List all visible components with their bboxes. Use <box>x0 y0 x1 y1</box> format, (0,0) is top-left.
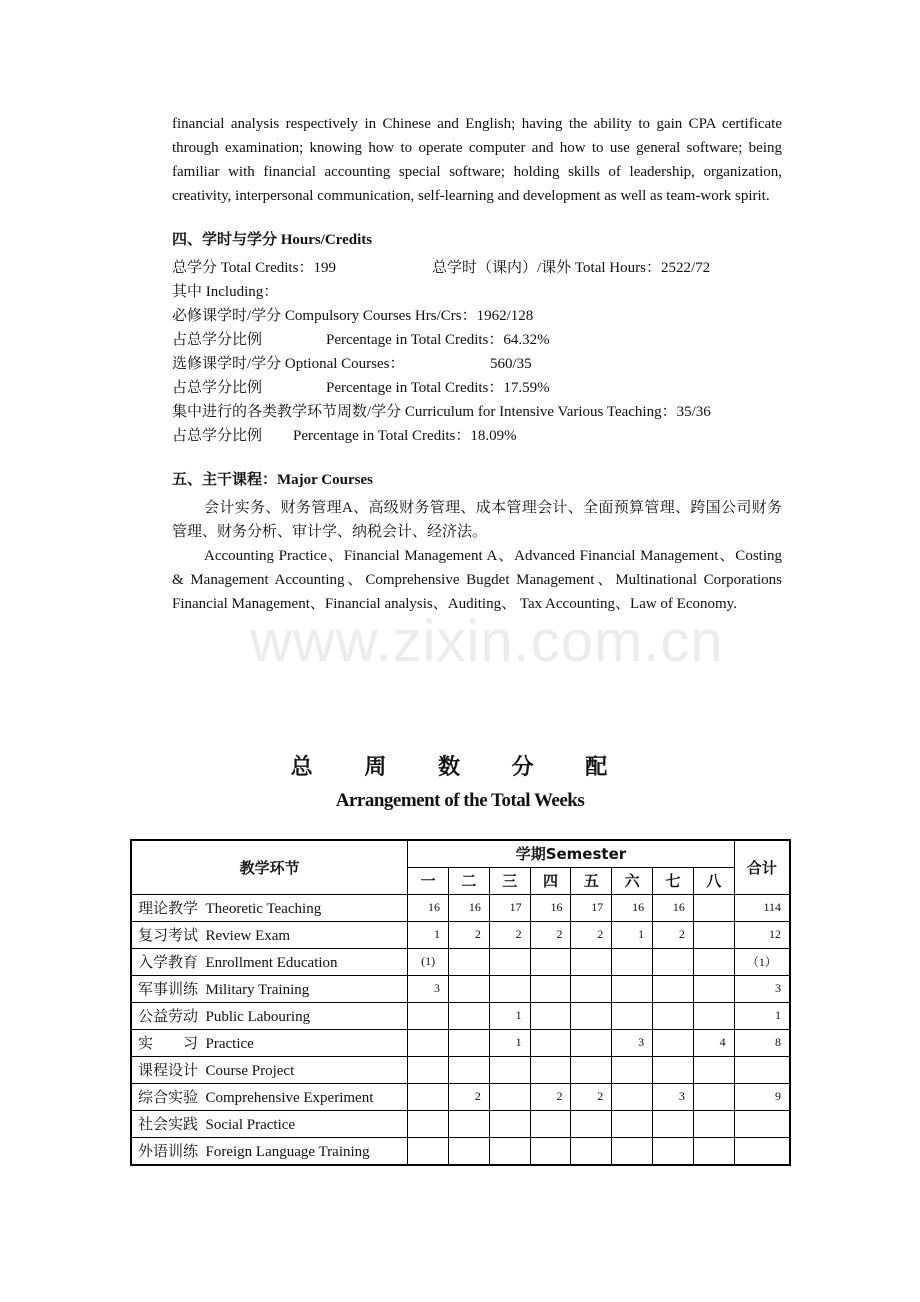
optional-percentage-line <box>172 376 782 400</box>
table-cell <box>571 1137 612 1165</box>
table-cell <box>449 948 490 975</box>
row-total: 8 <box>734 1029 790 1056</box>
section4-lines <box>172 256 782 448</box>
major-courses-cn: 会计实务、财务管理A、高级财务管理、成本管理会计、全面预算管理、跨国公司财务管理、财务分析、审计学、纳税会计、经济法。 <box>172 500 782 540</box>
compulsory-percentage-line <box>172 328 782 352</box>
table-cell: (1) <box>408 948 449 975</box>
line-label: 总学分 Total Credits：199 <box>172 260 336 276</box>
table-cell <box>612 1137 653 1165</box>
table-cell <box>530 1056 571 1083</box>
table-cell <box>530 1002 571 1029</box>
table-title-en: Arrangement of the Total Weeks <box>335 790 585 811</box>
table-cell: 2 <box>571 921 612 948</box>
semester-header-cell: 四 <box>530 867 571 894</box>
semester-header-cell: 八 <box>693 867 734 894</box>
table-cell: 16 <box>449 894 490 921</box>
table-cell <box>693 948 734 975</box>
line-value: 560/35 <box>490 356 532 372</box>
semester-header-cell: 五 <box>571 867 612 894</box>
table-cell <box>530 1029 571 1056</box>
table-cell <box>489 1137 530 1165</box>
line-value: 总学时（课内）/课外 Total Hours：2522/72 <box>432 260 711 276</box>
table-cell <box>408 1056 449 1083</box>
row-label: 公益劳动 Public Labouring <box>131 1002 408 1029</box>
table-cell <box>530 948 571 975</box>
header-total: 合计 <box>734 840 790 894</box>
table-cell <box>612 1083 653 1110</box>
table-row <box>131 1056 790 1083</box>
optional-line <box>172 352 782 376</box>
document-body <box>172 112 782 616</box>
table-cell <box>693 975 734 1002</box>
table-cell: 3 <box>408 975 449 1002</box>
total-weeks-table <box>130 839 791 1166</box>
table-cell <box>693 1002 734 1029</box>
table-cell <box>653 975 694 1002</box>
semester-header-cell: 二 <box>449 867 490 894</box>
table-row <box>131 894 790 921</box>
line-value: Percentage in Total Credits：17.59% <box>326 380 550 396</box>
table-cell <box>408 1002 449 1029</box>
table-cell <box>530 1137 571 1165</box>
semester-header-cell: 六 <box>612 867 653 894</box>
table-cell: 16 <box>408 894 449 921</box>
line-label: 占总学分比例 <box>172 380 263 396</box>
table-cell: 16 <box>530 894 571 921</box>
table-cell <box>653 1002 694 1029</box>
row-label: 实 习 Practice <box>131 1029 408 1056</box>
line-label: 集中进行的各类教学环节周数/学分 Curriculum for Intensive Various Teaching：35/36 <box>172 404 711 420</box>
row-total: 1 <box>734 1002 790 1029</box>
header-teaching-link: 教学环节 <box>131 840 408 894</box>
row-total: 3 <box>734 975 790 1002</box>
row-label: 外语训练 Foreign Language Training <box>131 1137 408 1165</box>
table-row <box>131 948 790 975</box>
table-cell: 2 <box>530 921 571 948</box>
table-cell <box>571 1110 612 1137</box>
semester-header-cell: 三 <box>489 867 530 894</box>
table-row <box>131 1110 790 1137</box>
table-cell: 3 <box>653 1083 694 1110</box>
table-cell <box>693 894 734 921</box>
table-cell <box>693 1137 734 1165</box>
table-cell <box>449 1056 490 1083</box>
row-total <box>734 1110 790 1137</box>
intensive-percentage-line <box>172 424 782 448</box>
line-label: 其中 Including： <box>172 284 279 300</box>
row-label: 入学教育 Enrollment Education <box>131 948 408 975</box>
intro-paragraph: financial analysis respectively in Chinese and English; having the ability to gain CPA certificate through examination; knowing how to operate computer and how to use general software; being familiar with financial accounting special software; holding skills of leadership, organization, creativity, interpersonal communication, self-learning and development as well as team-work spirit. <box>172 116 782 204</box>
table-cell <box>408 1110 449 1137</box>
table-cell <box>571 948 612 975</box>
row-label: 军事训练 Military Training <box>131 975 408 1002</box>
table-cell <box>449 1029 490 1056</box>
table-cell <box>653 948 694 975</box>
table-row <box>131 921 790 948</box>
table-body <box>131 894 790 1165</box>
table-cell <box>571 975 612 1002</box>
table-cell: 16 <box>612 894 653 921</box>
row-total <box>734 1056 790 1083</box>
section5-heading: 五、主干课程：Major Courses <box>172 472 373 488</box>
table-cell: 17 <box>489 894 530 921</box>
line-label: 必修课学时/学分 Compulsory Courses Hrs/Crs：1962/128 <box>172 308 534 324</box>
table-cell <box>653 1056 694 1083</box>
table-cell: 1 <box>612 921 653 948</box>
table-cell <box>449 1137 490 1165</box>
compulsory-line <box>172 304 782 328</box>
table-cell: 2 <box>449 1083 490 1110</box>
table-cell <box>571 1002 612 1029</box>
row-label: 社会实践 Social Practice <box>131 1110 408 1137</box>
table-row <box>131 1002 790 1029</box>
table-cell <box>612 1056 653 1083</box>
semester-header-cell: 七 <box>653 867 694 894</box>
table-cell <box>693 1056 734 1083</box>
table-cell <box>612 975 653 1002</box>
row-total <box>734 1137 790 1165</box>
table-cell <box>530 975 571 1002</box>
row-label: 复习考试 Review Exam <box>131 921 408 948</box>
row-total: 12 <box>734 921 790 948</box>
table-cell <box>489 1110 530 1137</box>
table-cell <box>571 1029 612 1056</box>
credits-line <box>172 256 782 280</box>
table-cell: 2 <box>571 1083 612 1110</box>
row-label: 理论教学 Theoretic Teaching <box>131 894 408 921</box>
table-cell <box>653 1110 694 1137</box>
table-cell: 2 <box>489 921 530 948</box>
table-cell <box>489 975 530 1002</box>
table-cell <box>449 1002 490 1029</box>
table-cell <box>571 1056 612 1083</box>
table-cell <box>612 948 653 975</box>
line-value: Percentage in Total Credits：64.32% <box>326 332 550 348</box>
table-cell: 2 <box>653 921 694 948</box>
table-cell: 1 <box>408 921 449 948</box>
table-row <box>131 975 790 1002</box>
including-line <box>172 280 782 304</box>
table-row <box>131 1137 790 1165</box>
table-cell: 2 <box>530 1083 571 1110</box>
table-cell <box>489 948 530 975</box>
table-cell <box>408 1029 449 1056</box>
table-cell: 2 <box>449 921 490 948</box>
major-courses-en: Accounting Practice、Financial Management A、Advanced Financial Management、Costing & Management Accounting、Comprehensive Bugdet Management、Multinational Corporations Financial Management、Financial analysis、Auditing、 Tax Accounting、Law of Economy. <box>172 548 782 612</box>
table-cell <box>489 1056 530 1083</box>
table-cell: 1 <box>489 1029 530 1056</box>
table-cell <box>408 1137 449 1165</box>
line-label: 选修课学时/学分 Optional Courses： <box>172 356 405 372</box>
row-total: 9 <box>734 1083 790 1110</box>
table-cell: 4 <box>693 1029 734 1056</box>
table-cell <box>449 975 490 1002</box>
table-cell: 16 <box>653 894 694 921</box>
table-cell <box>693 1110 734 1137</box>
row-label: 课程设计 Course Project <box>131 1056 408 1083</box>
row-total: （1） <box>734 948 790 975</box>
line-value: Percentage in Total Credits：18.09% <box>293 428 517 444</box>
table-cell <box>693 921 734 948</box>
table-title-cn: 总 周 数 分 配 <box>290 755 630 780</box>
line-label: 占总学分比例 <box>172 428 263 444</box>
row-total: 114 <box>734 894 790 921</box>
table-cell: 1 <box>489 1002 530 1029</box>
table-cell <box>489 1083 530 1110</box>
table-cell <box>449 1110 490 1137</box>
table-row <box>131 1083 790 1110</box>
row-label: 综合实验 Comprehensive Experiment <box>131 1083 408 1110</box>
table-cell: 17 <box>571 894 612 921</box>
table-cell <box>408 1083 449 1110</box>
table-cell <box>612 1002 653 1029</box>
table-cell <box>653 1137 694 1165</box>
table-cell <box>653 1029 694 1056</box>
table-row <box>131 1029 790 1056</box>
table-cell <box>530 1110 571 1137</box>
header-semester: 学期Semester <box>408 840 734 867</box>
semester-header-cell: 一 <box>408 867 449 894</box>
section4-heading: 四、学时与学分 Hours/Credits <box>172 232 373 248</box>
line-label: 占总学分比例 <box>172 332 263 348</box>
table-cell <box>612 1110 653 1137</box>
watermark-text: www.zixin.com.cn <box>250 609 724 674</box>
intensive-line <box>172 400 782 424</box>
table-cell <box>693 1083 734 1110</box>
table-cell: 3 <box>612 1029 653 1056</box>
